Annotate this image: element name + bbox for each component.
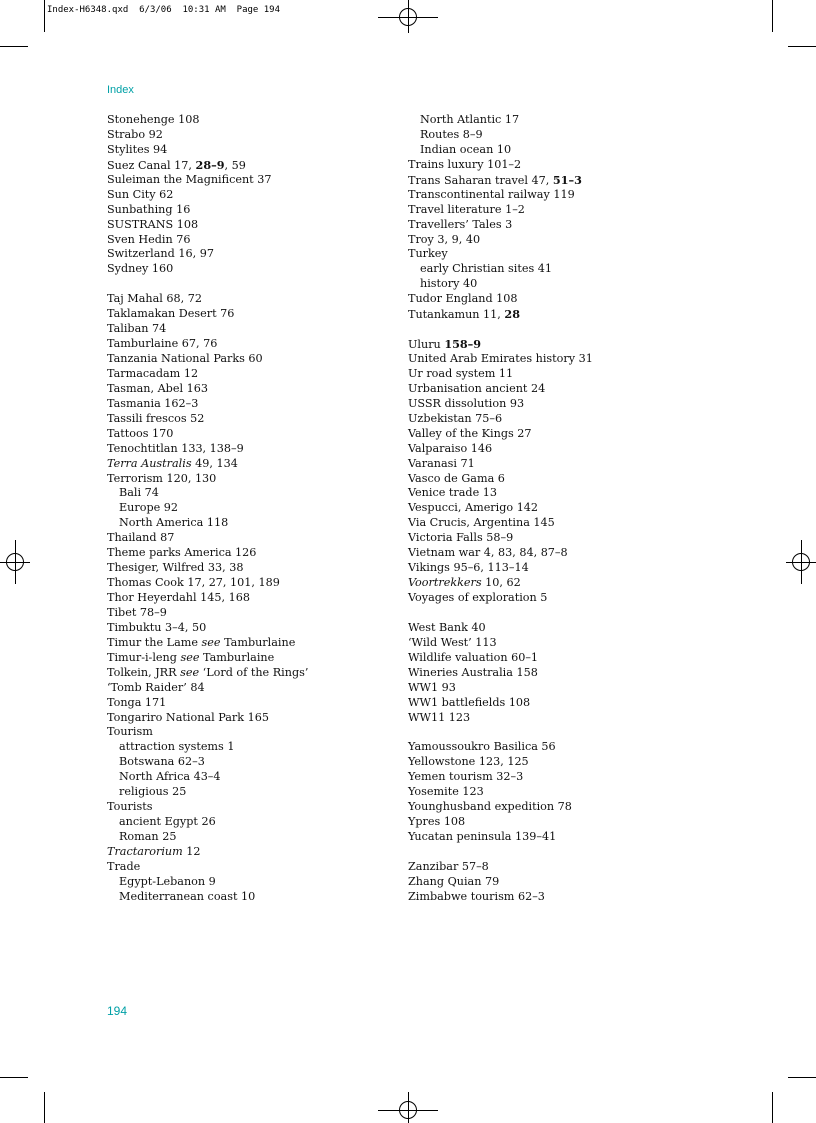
index-entry: Tudor England 108 [408,292,518,306]
index-entry: Tanzania National Parks 60 [107,352,263,365]
index-entry: Sydney 160 [107,262,174,276]
index-entry: Tattoos 170 [107,426,174,440]
index-entry: Trans Saharan travel 47, 51–3 [408,172,582,187]
crop-mark [0,46,28,47]
index-entry: Tractarorium 12 [107,844,201,858]
index-subentry: North Atlantic 17 [420,113,520,126]
index-entry: Via Crucis, Argentina 145 [408,516,555,530]
index-entry: Taklamakan Desert 76 [107,307,235,321]
index-entry: Thor Heyerdahl 145, 168 [107,591,250,604]
index-entry: Tourism [107,725,153,739]
index-entry: Sunbathing 16 [107,202,191,216]
index-entry: Tamburlaine 67, 76 [107,337,218,351]
index-entry: Tongariro National Park 165 [107,710,269,724]
index-subentry: history 40 [420,277,478,291]
index-entry: Vespucci, Amerigo 142 [408,501,539,515]
index-subentry: Egypt-Lebanon 9 [119,874,216,888]
index-entry: Zanzibar 57–8 [408,859,489,873]
crop-mark [44,0,45,32]
index-entry: SUSTRANS 108 [107,217,199,231]
crop-mark [0,1077,28,1078]
index-entry: Tarmacadam 12 [107,366,199,380]
index-entry: Thomas Cook 17, 27, 101, 189 [107,576,280,590]
index-subentry: Bali 74 [119,486,159,500]
index-entry: Venice trade 13 [408,486,497,500]
index-entry: WW1 battlefields 108 [408,695,531,709]
index-entry: Thailand 87 [107,531,175,545]
index-entry: WW1 93 [408,680,456,694]
index-subentry: Europe 92 [119,501,179,515]
index-entry: Taj Mahal 68, 72 [107,292,203,306]
index-entry: Zimbabwe tourism 62–3 [408,889,545,903]
index-subentry: attraction systems 1 [119,740,235,754]
index-entry: Uluru 158–9 [408,337,482,352]
index-entry: ‘Wild West’ 113 [408,635,497,649]
index-entry: Wildlife valuation 60–1 [408,650,539,664]
index-subentry: early Christian sites 41 [420,262,552,276]
index-entry: Timur-i-leng see Tamburlaine [107,650,275,664]
index-entry: Sven Hedin 76 [107,232,191,246]
index-entry: ‘Tomb Raider’ 84 [107,680,205,694]
index-entry: Victoria Falls 58–9 [408,531,514,545]
index-entry: USSR dissolution 93 [408,396,525,410]
index-entry: Yellowstone 123, 125 [408,755,529,769]
index-entry: Valley of the Kings 27 [408,426,532,440]
index-entry: Tourists [107,800,153,814]
index-entry: Travel literature 1–2 [408,202,525,216]
crop-mark [772,1092,773,1123]
index-entry: Transcontinental railway 119 [408,187,575,201]
index-entry: Vikings 95–6, 113–14 [408,561,529,575]
index-entry: Valparaiso 146 [408,441,493,455]
index-entry: Terra Australis 49, 134 [107,456,238,470]
crop-mark [788,1077,816,1078]
index-entry: Thesiger, Wilfred 33, 38 [107,561,244,575]
index-subentry: Roman 25 [119,830,177,843]
index-entry: Younghusband expedition 78 [408,800,572,814]
index-column-left [107,113,397,905]
index-entry: Ur road system 11 [408,366,514,380]
index-entry: Taliban 74 [107,322,167,336]
index-entry: Voyages of exploration 5 [408,591,548,604]
index-entry: Vietnam war 4, 83, 84, 87–8 [408,546,568,560]
index-entry: Yamoussoukro Basilica 56 [408,740,556,754]
index-entry: Tasman, Abel 163 [107,381,208,395]
index-entry: Tolkein, JRR see ‘Lord of the Rings’ [107,665,309,679]
index-entry: Tassili frescos 52 [107,411,205,425]
index-entry: Troy 3, 9, 40 [408,232,481,246]
index-entry: Travellers’ Tales 3 [408,217,513,231]
index-entry: Uzbekistan 75–6 [408,411,503,425]
index-subentry: North Africa 43–4 [119,770,221,784]
index-entry: Zhang Quian 79 [408,874,500,888]
index-entry: Trains luxury 101–2 [408,157,522,171]
index-entry: Timur the Lame see Tamburlaine [107,635,296,649]
index-subentry: ancient Egypt 26 [119,815,216,829]
index-entry: Suez Canal 17, 28–9, 59 [107,157,246,172]
index-entry: Switzerland 16, 97 [107,247,214,261]
index-entry: Yucatan peninsula 139–41 [408,830,557,843]
index-entry: Tibet 78–9 [107,605,167,619]
print-slug: Index-H6348.qxd 6/3/06 10:31 AM Page 194 [47,5,280,15]
index-entry: Suleiman the Magnificent 37 [107,172,272,186]
index-entry: Tutankamun 11, 28 [408,307,520,322]
index-entry: Vasco de Gama 6 [408,471,505,485]
index-subentry: Mediterranean coast 10 [119,889,256,903]
index-entry: Terrorism 120, 130 [107,471,217,485]
crop-mark [788,46,816,47]
index-entry: Tasmania 162–3 [107,396,199,410]
index-entry: Tenochtitlan 133, 138–9 [107,441,244,455]
index-entry: Yemen tourism 32–3 [408,770,524,784]
index-entry: Stylites 94 [107,142,168,156]
index-entry: Voortrekkers 10, 62 [408,576,521,590]
index-entry: Varanasi 71 [408,456,475,470]
crop-mark [44,1092,45,1123]
index-entry: Urbanisation ancient 24 [408,381,546,395]
index-subentry: North America 118 [119,516,229,530]
section-title: Index [107,84,134,96]
index-entry: WW11 123 [408,710,471,724]
index-entry: Trade [107,859,141,873]
index-entry: Stonehenge 108 [107,113,200,126]
index-subentry: Indian ocean 10 [420,142,512,156]
index-entry: United Arab Emirates history 31 [408,352,593,365]
index-subentry: Botswana 62–3 [119,755,205,769]
index-subentry: Routes 8–9 [420,127,483,141]
index-entry: Theme parks America 126 [107,546,257,560]
index-entry: Strabo 92 [107,127,163,141]
index-entry: Ypres 108 [408,815,466,829]
index-entry: Tonga 171 [107,695,167,709]
index-entry: Turkey [408,247,448,261]
index-column-right [408,113,698,905]
index-subentry: religious 25 [119,785,187,799]
index-entry: West Bank 40 [408,620,486,634]
index-entry: Sun City 62 [107,187,174,201]
index-entry: Yosemite 123 [408,785,484,799]
index-entry: Wineries Australia 158 [408,665,538,679]
page-number: 194 [107,1004,128,1018]
index-entry: Timbuktu 3–4, 50 [107,620,207,634]
crop-mark [772,0,773,32]
